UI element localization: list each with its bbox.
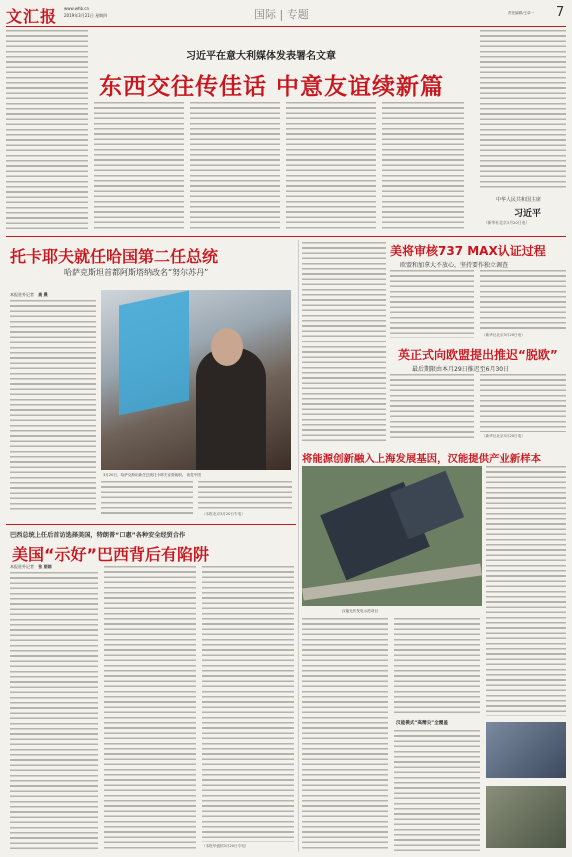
story-headline: 英正式向欧盟提出推迟“脱欧” [398,348,558,362]
story-headline: 托卡耶夫就任哈国第二任总统 [10,247,219,266]
inauguration-photo [101,290,291,470]
section-subhead: 汉能模式“高精尖”全覆盖 [396,721,448,726]
column-divider [298,240,299,852]
story-headline: 美国“示好”巴西背后有陷阱 [12,545,210,564]
article-body-column [480,374,566,432]
story-subhead: 最后期限由本月29日推迟至6月30日 [412,366,510,373]
section-divider [6,236,566,237]
article-body-column [302,618,388,852]
source-credit: （本报华盛顿3月20日专电） [202,844,249,848]
byline-name: 张 丽娟 [38,564,52,569]
source-credit: （新华社北京3月20日电） [484,220,530,225]
article-body-column [302,346,386,442]
article-body-column [6,30,88,230]
masthead [0,0,572,27]
story-kicker: 习近平在意大利媒体发表署名文章 [186,51,336,62]
article-body-column [486,466,566,716]
story-kicker: 巴西总统上任后首访选择美国，特朗普“口惠”各种安全经贸合作 [10,532,186,539]
hanergy-story [302,450,566,855]
solar-campus-photo [302,466,482,606]
person-head [211,328,243,366]
author-title: 中华人民共和国主席 [496,197,542,203]
article-body-column [480,30,566,190]
brexit-story [390,344,566,444]
byline [10,564,52,570]
story-headline: 美将审核737 MAX认证过程 [390,244,546,258]
article-body-column [104,566,196,852]
page-number: 7 [556,5,565,20]
author-signature: 习近平 [514,209,542,219]
section-title: 国际 | 专题 [254,8,309,21]
byline-name: 高 晨 [38,292,48,297]
article-body-column [286,102,376,230]
source-credit: （新华社北京3月20日电） [482,333,525,337]
editor-credit: 责任编辑/王卓一 [508,11,535,15]
photo-caption: 汉能光伏发电示范项目 [342,609,378,613]
article-body-column [390,374,474,440]
story-subhead: 欧盟和加拿大不放心，坚持要作独立调查 [400,262,509,269]
section-divider [6,524,296,525]
road-shape [302,564,482,601]
byline [10,292,48,298]
article-body-column [94,102,184,230]
solar-roof-photo [486,786,566,848]
article-body-column [10,572,98,852]
article-body-column [480,270,566,330]
article-body-column [382,102,464,230]
top-story [6,30,566,235]
kazakh-story [6,240,296,520]
issue-date: 2019年3月21日 星期四 [64,13,108,18]
brazil-story [6,524,296,855]
newspaper-logo: 文汇报 [6,7,58,26]
article-body-column [10,300,96,510]
story-headline: 将能源创新融入上海发展基因，汉能提供产业新样本 [302,453,541,465]
solar-roof-photo [486,722,566,778]
article-body-column [198,481,292,511]
article-body-column [190,102,280,230]
source-credit: （新华社北京3月20日电） [482,434,525,438]
article-body-column [390,270,474,338]
photo-caption: 3月20日，哈萨克斯坦新任总统托卡耶夫宣誓就职。 视觉中国 [103,473,201,477]
article-body-column [202,566,294,842]
person-silhouette [196,348,266,470]
flag-shape [119,291,189,416]
byline-label: 本报驻外记者 [10,564,34,569]
story-subhead: 哈萨克斯坦首都阿斯塔纳改名“努尔苏丹” [64,268,209,277]
story-headline: 东西交往传佳话 中意友谊续新篇 [99,74,445,100]
byline-label: 本报驻外记者 [10,292,34,297]
article-body-column [101,481,193,517]
boeing-story [390,240,566,342]
article-body-column [394,730,480,852]
source-credit: （本报北京3月20日专电） [202,512,245,516]
masthead-rule [6,26,566,27]
article-body-column [394,618,480,716]
website-url: www.whb.cn [64,6,90,11]
article-body-column [302,242,386,342]
